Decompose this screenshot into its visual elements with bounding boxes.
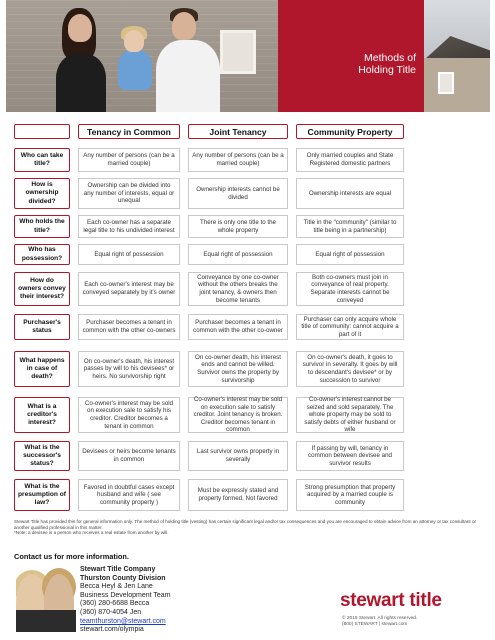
- cell-joint-tenancy: Co-owner's interest may be sold on execution sale to satisfy creditor. Joint tenancy is broken. Creditor becomes tenant in common: [188, 397, 288, 433]
- cell-tenancy-in-common: Co-owner's interest may be sold on execution sale to satisfy his creditor. Creditor becomes a tenant in common: [78, 397, 180, 433]
- cell-joint-tenancy: Purchaser becomes a tenant in common with the other co-owner: [188, 314, 288, 340]
- cell-tenancy-in-common: Purchaser becomes a tenant in common with the other co-owners: [78, 314, 180, 340]
- devisee-note: *Note: a devisee is a person who receives a real estate from another by will.: [14, 530, 169, 536]
- row-question: How do owners convey their interest?: [14, 272, 70, 306]
- cell-tenancy-in-common: Any number of persons (can be a married couple): [78, 148, 180, 172]
- disclaimer-text: Stewart Title has provided this for general information only. The method of holding title (vesting) has certain significant legal and/or tax consequences and you are encouraged to obtain advice from an attorney or tax consultant or another qualified professional in this matter.: [14, 519, 477, 530]
- cell-community-property: Ownership interests are equal: [296, 178, 404, 209]
- contact-block: [80, 566, 171, 635]
- row-question: Who has possession?: [14, 244, 70, 265]
- team-name: Business Development Team: [80, 591, 171, 599]
- table-row: [14, 351, 482, 387]
- table-row: [14, 479, 482, 511]
- cell-joint-tenancy: Ownership interests cannot be divided: [188, 178, 288, 209]
- row-question: What happens in case of death?: [14, 351, 70, 387]
- cell-joint-tenancy: There is only one title to the whole property: [188, 215, 288, 238]
- cell-community-property: On co-owner's death, it goes to survivor in severalty. It goes by will to descendant's devisee* or by succession to survivor: [296, 351, 404, 387]
- column-header-tenancy-in-common: Tenancy in Common: [78, 124, 180, 139]
- table-row: [14, 314, 482, 340]
- row-question: How is ownership divided?: [14, 178, 70, 209]
- cell-joint-tenancy: Last survivor owns property in severally: [188, 441, 288, 471]
- stewart-title-logo: stewart title: [340, 590, 442, 611]
- phone-becca: (360) 280-6688 Becca: [80, 600, 150, 608]
- email-link[interactable]: teamthurston@stewart.com: [80, 617, 166, 625]
- cell-joint-tenancy: Any number of persons (can be a married couple): [188, 148, 288, 172]
- cell-joint-tenancy: Equal right of possession: [188, 244, 288, 265]
- family-photo: [6, 0, 278, 112]
- row-question: Purchaser's status: [14, 314, 70, 340]
- table-row: [14, 272, 482, 306]
- cell-tenancy-in-common: Ownership can be divided into any number of interests, equal or unequal: [78, 178, 180, 209]
- row-question: What is the presumption of law?: [14, 479, 70, 511]
- disclaimer: [14, 519, 484, 536]
- table-row: [14, 148, 482, 172]
- column-header-joint-tenancy: Joint Tenancy: [188, 124, 288, 139]
- copyright: © 2015 Stewart. All rights reserved. (800) STEWART | stewart.com: [342, 616, 418, 627]
- cell-community-property: Co-owner's interest cannot be seized and sold separately. The whole property may be sold to satisfy debts of either husband or wife: [296, 397, 404, 433]
- company-name: Stewart Title Company: [80, 566, 156, 573]
- cell-joint-tenancy: Conveyance by one co-owner without the others breaks the joint tenancy, & owners then become tenants: [188, 272, 288, 306]
- row-question: What is the successor's status?: [14, 441, 70, 471]
- table-row: [14, 244, 482, 265]
- cell-joint-tenancy: Must be expressly stated and property formed. Not favored: [188, 479, 288, 511]
- house-photo: [424, 0, 490, 112]
- agent-names: Becca Heyl & Jen Lane: [80, 583, 153, 591]
- cell-community-property: Both co-owners must join in conveyance of real property. Separate interests cannot be conveyed: [296, 272, 404, 306]
- cell-tenancy-in-common: Devisees or heirs become tenants in common: [78, 441, 180, 471]
- agents-photo: [16, 566, 76, 632]
- row-question: Who holds the title?: [14, 215, 70, 238]
- cell-community-property: Strong presumption that property acquired by a married couple is community: [296, 479, 404, 511]
- cell-tenancy-in-common: Equal right of possession: [78, 244, 180, 265]
- column-header-community-property: Community Property: [296, 124, 404, 139]
- row-question: What is a creditor's interest?: [14, 397, 70, 433]
- table-row: [14, 215, 482, 238]
- cell-tenancy-in-common: Favored in doubtful cases except husband and wife ( see community property ): [78, 479, 180, 511]
- cell-tenancy-in-common: On co-owner's death, his interest passes by will to his devisees* or heirs. No survivorship right: [78, 351, 180, 387]
- row-question: Who can take title?: [14, 148, 70, 172]
- page-title: Methods of Holding Title: [358, 52, 416, 76]
- hero-banner: [6, 0, 490, 112]
- cell-tenancy-in-common: Each co-owner has a separate legal title to his undivided interest: [78, 215, 180, 238]
- table-row: [14, 178, 482, 209]
- cell-joint-tenancy: On co-owner death, his interest ends and cannot be willed. Survivor owns the property by survivorship: [188, 351, 288, 387]
- cell-community-property: If passing by will, tenancy in common between devisee and survivor results: [296, 441, 404, 471]
- cell-community-property: Equal right of possession: [296, 244, 404, 265]
- title-panel: [278, 0, 424, 112]
- cell-community-property: Title in the "community" (similar to title being in a partnership): [296, 215, 404, 238]
- phone-jen: (360) 870-4054 Jen: [80, 608, 142, 616]
- cell-tenancy-in-common: Each co-owner's interest may be conveyed separately by it's owner: [78, 272, 180, 306]
- header-blank: [14, 124, 70, 139]
- division-name: Thurston County Division: [80, 574, 166, 582]
- table-row: [14, 397, 482, 433]
- contact-heading: Contact us for more information.: [14, 552, 129, 561]
- cell-community-property: Only married couples and State Registered domestic partners: [296, 148, 404, 172]
- cell-community-property: Purchaser can only acquire whole title of community: cannot acquire a part of it: [296, 314, 404, 340]
- table-row: [14, 441, 482, 471]
- website-link[interactable]: stewart.com/olympia: [80, 626, 144, 634]
